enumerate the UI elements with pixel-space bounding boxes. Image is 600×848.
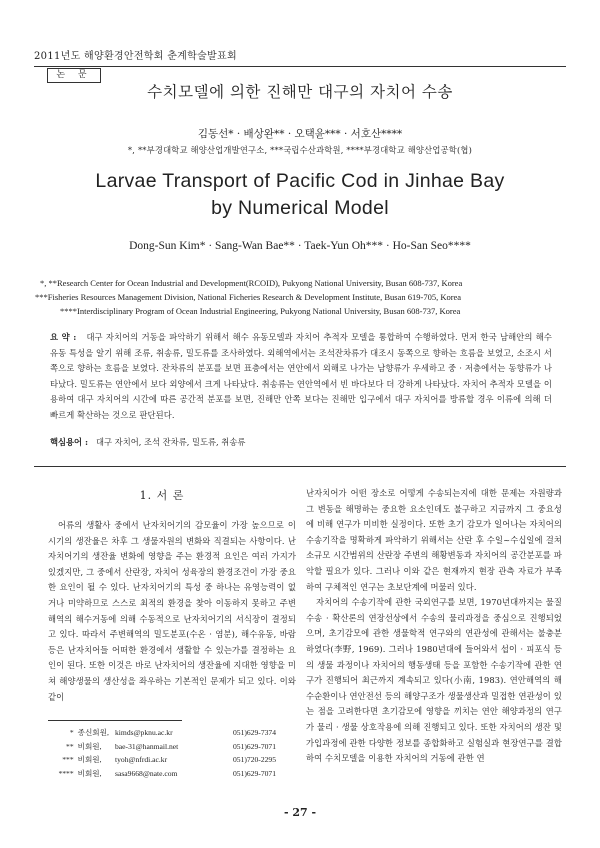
title-english (0, 168, 600, 222)
footnote-row (52, 753, 292, 767)
left-column (48, 518, 296, 705)
affiliation-english-2: ***Fisheries Resources Management Division, National Ficheries Research & Development Institute, Busan 619-705, Korea (35, 292, 462, 302)
intro-paragraph-2: 난자치어가 어떤 장소로 어떻게 수송되는지에 대한 문제는 자원량과 그 변동을 해명하는 중요한 요소인데도 불구하고 지금까지 그 중요성에 비해 연구가 미비한 실정이다. 또한 초기 감모가 일어나는 자치어의 수송기작을 명확하게 파악하기 위해서는 산란 후 수일~수십일에 걸쳐 소규모 시간범위의 산란장 주변의 해황변동과 자치어의 공간분포를 파악할 필요가 있다. 그러나 이와 같은 현재까지 현장 관측 자료가 부족하여 구체적인 연구는 초보단계에 머물러 있다. (306, 488, 562, 592)
footnote-tel: 051)629-7374 (233, 728, 277, 737)
authors-english: Dong-Sun Kim* · Sang-Wan Bae** · Taek-Yun Oh*** · Ho-San Seo**** (129, 240, 471, 252)
footnote-role: 비회원, (77, 768, 102, 778)
affiliation-english-1: *, **Research Center for Ocean Industrial and Development(RCOID), Pukyong National University, Busan 608-737, Korea (40, 278, 463, 288)
footnote-row (52, 767, 292, 781)
abstract-label: 요 약 : (50, 332, 77, 342)
keywords (50, 436, 552, 448)
paper-type-badge: 논 문 (47, 68, 101, 83)
right-column (306, 486, 562, 767)
abstract (50, 330, 552, 423)
header-rule (34, 66, 566, 67)
footnote-role: 비회원, (77, 755, 102, 765)
authors-korean: 김동선* · 배상완** · 오택윤*** · 서호산**** (197, 128, 403, 140)
footnote-role: 종신회원, (77, 728, 109, 737)
footnote-row (52, 740, 292, 754)
footnote-mark: ** (66, 741, 74, 751)
footnote-email: kimds@pknu.ac.kr (115, 728, 173, 737)
title-english-line2: by Numerical Model (211, 197, 389, 219)
footnote-row (52, 726, 292, 740)
footnote-mark: * (69, 728, 74, 737)
footnote-email: bae-31@hanmail.net (115, 741, 179, 751)
footnote-rule (48, 720, 182, 721)
footnote-email: sasa9668@nate.com (115, 768, 178, 778)
footnote-tel: 051)629-7071 (233, 768, 277, 778)
keywords-label: 핵심용어 : (50, 437, 89, 447)
footnote-tel: 051)720-2295 (233, 755, 277, 765)
footnote-email: tyoh@nfrdi.ac.kr (115, 755, 168, 765)
conference-header: 2011년도 해양환경안전학회 춘계학술발표회 (34, 51, 237, 62)
affiliations-english (35, 276, 560, 318)
intro-paragraph-3: 자치어의 수송기작에 관한 국외연구를 보면, 1970년대까지는 물질수송 · 확산론의 연장선상에서 수송의 물리과정을 중심으로 진행되었으며, 초기감모에 관한 생물학적 연구와의 연관성에 관해서는 불충분하였다(李野, 1969). 그러나 1980년대에 들어와서 섭이 · 피포식 등의 생물 과정이나 자치어의 행동생태 등을 포함한 수송기작에 관한 연구가 진행되어 최근까지 계속되고 있다(小南, 1983). 연안해역의 해수순환이나 연안전선 등의 해양구조가 생물생산과 밀접한 연관성이 있는 점을 고려한다면 초기감모에 영향을 끼치는 연안 해양과정의 연구가 물리 · 생물 상호작용에 의해 진행되고 있다. 또한 자치어의 생잔 및 가입과정에 관한 다양한 정보를 종합화하고 실험실과 현장연구를 결합하여 수치모델을 이용한 자치어의 거동에 관한 연 (306, 597, 562, 764)
footnote-role: 비회원, (77, 741, 102, 751)
section-rule (34, 466, 566, 467)
footnotes (52, 726, 292, 780)
affiliations-korean: *, **부경대학교 해양산업개발연구소, ***국립수산과학원, ****부경대학교 해양산업공학(협) (127, 145, 473, 155)
abstract-text: 대구 자치어의 거동을 파악하기 위해서 해수 유동모델과 자치어 추적자 모델을 통합하여 수행하였다. 먼저 한국 남해안의 해수 유동 특성을 알기 위해 조류, 취송류, 밀도류를 조사하였다. 외해역에서는 조석잔차류가 대조시 동쪽으로 향하는 흐름을 보였고, 소조시 서쪽으로 향하는 흐름을 보였다. 잔차류의 분포를 보면 표층에서는 연안에서 외해로 나가는 남향류가 우세하고 중 · 저층에서는 동향류가 나타났다. 밀도류는 연안에서 보다 외양에서 크게 나타났다. 취송류는 연안역에서 빈 바다보다 더 강하게 나타났다. 자치어 추적자 모델을 이용하여 대구 자치어의 시간에 따른 공간적 분포를 보면, 진해만 안쪽 보다는 진해만 입구에서 대구 자치어를 방류할 경우 이류에 의해 더 빠르게 확산하는 것으로 판단된다. (50, 332, 553, 420)
intro-paragraph-1: 어류의 생활사 중에서 난자치어기의 감모율이 가장 높으므로 이시기의 생잔율은 차후 그 생물자원의 변화와 직결되는 사항이다. 난자치어기의 생잔율 변화에 영향을 주는 환경적 요인은 여러 가지가 있겠지만, 그 중에서 산란장, 자치어 성육장의 환경조건이 가장 중요한 요인이 될 수 있다. 난자치어기의 특성 중 하나는 유영능력이 없거나 미약하므로 스스로 최적의 환경을 찾아 이동하지 못하고 주변해역의 해수거동에 의해 수동적으로 난자치어기의 서식장이 결정되고 있다. 따라서 주변해역의 밀도분포(수온 · 염분), 해수유동, 바람 등은 난자치어들 어떠한 환경에서 생활할 수 있는가를 결정하는 요인이 된다. 또한 이것은 바로 난자치어의 생잔율에 지대한 영향을 미쳐 해양생물의 생산성을 좌우하는 기본적인 문제가 되고 있다. 이와 같이 (48, 520, 296, 702)
footnote-mark: **** (58, 768, 74, 778)
page-number: - 27 - (283, 806, 317, 819)
footnote-tel: 051)629-7071 (233, 741, 277, 751)
title-english-line1: Larvae Transport of Pacific Cod in Jinhae Bay (95, 170, 505, 192)
title-korean: 수치모델에 의한 진해만 대구의 자치어 수송 (147, 83, 453, 101)
footnote-mark: *** (62, 755, 74, 765)
affiliation-english-3: ****Interdisciplinary Program of Ocean Industrial Engineering, Pukyong National University, Busan 608-737, Korea (60, 306, 461, 316)
keywords-text: 대구 자치어, 조석 잔차류, 밀도류, 취송류 (96, 437, 246, 447)
section-title-introduction: 1. 서 론 (139, 489, 185, 502)
